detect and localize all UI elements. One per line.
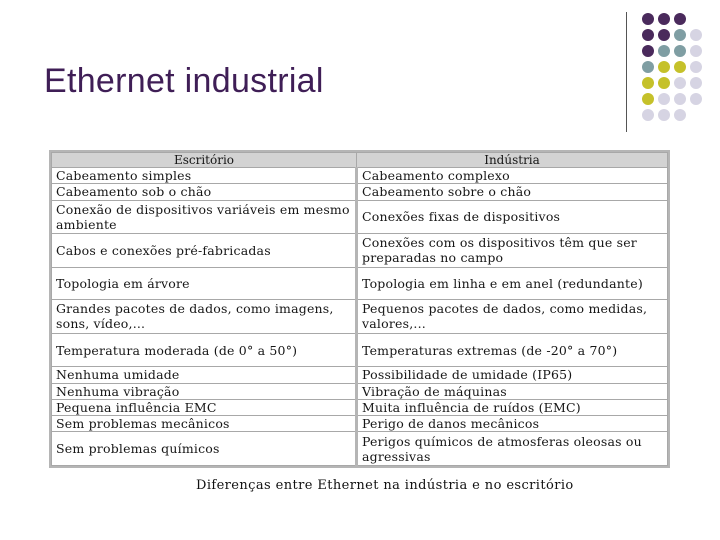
industry-cell: Pequenos pacotes de dados, como medidas, valores,... [357,300,668,334]
decorative-dot [690,45,702,57]
industry-cell: Perigo de danos mecânicos [357,416,668,432]
vertical-divider-line [626,12,627,132]
office-cell: Cabos e conexões pré-fabricadas [52,234,357,268]
office-cell: Cabeamento simples [52,168,357,184]
industry-cell: Conexões fixas de dispositivos [357,200,668,234]
decorative-dot [658,45,670,57]
decorative-dot [674,45,686,57]
slide-title: Ethernet industrial [44,62,324,100]
office-cell: Sem problemas químicos [52,432,357,466]
table-row [52,168,668,184]
table-caption: Diferenças entre Ethernet na indústria e no escritório [196,478,574,493]
decorative-dot [674,61,686,73]
table-row [52,300,668,334]
table-row [52,184,668,200]
decorative-dot [658,61,670,73]
header-industry: Indústria [357,153,668,168]
decorative-dot [642,93,654,105]
decorative-dot [674,29,686,41]
office-cell: Cabeamento sob o chão [52,184,357,200]
industry-cell: Topologia em linha e em anel (redundante) [357,267,668,300]
decorative-dot [642,13,654,25]
decorative-dot [690,61,702,73]
office-cell: Topologia em árvore [52,267,357,300]
decorative-dot [642,61,654,73]
decorative-dot [642,109,654,121]
decorative-dot [658,109,670,121]
office-cell: Grandes pacotes de dados, como imagens, sons, vídeo,... [52,300,357,334]
industry-cell: Possibilidade de umidade (IP65) [357,367,668,383]
comparison-table [49,150,670,468]
table-row [52,416,668,432]
office-cell: Sem problemas mecânicos [52,416,357,432]
decorative-dot [674,77,686,89]
table-row [52,367,668,383]
industry-cell: Temperaturas extremas (de -20° a 70°) [357,333,668,367]
industry-cell: Cabeamento sobre o chão [357,184,668,200]
table-row [52,234,668,268]
header-office: Escritório [52,153,357,168]
office-cell: Temperatura moderada (de 0° a 50°) [52,333,357,367]
decorative-dot [642,29,654,41]
table-row [52,432,668,466]
decorative-dot [674,13,686,25]
table-row [52,383,668,399]
decorative-dot [690,93,702,105]
decorative-dot [642,45,654,57]
industry-cell: Muita influência de ruídos (EMC) [357,399,668,415]
decorative-dot [642,77,654,89]
table-row [52,267,668,300]
office-cell: Nenhuma vibração [52,383,357,399]
office-cell: Conexão de dispositivos variáveis em mesmo ambiente [52,200,357,234]
office-cell: Pequena influência EMC [52,399,357,415]
industry-cell: Perigos químicos de atmosferas oleosas ou agressivas [357,432,668,466]
table-row [52,200,668,234]
table-header-row [52,153,668,168]
industry-cell: Cabeamento complexo [357,168,668,184]
decorative-dot [674,93,686,105]
decorative-dot [658,77,670,89]
decorative-dot [690,29,702,41]
decorative-dot [658,93,670,105]
decorative-dot [658,29,670,41]
decorative-dot [658,13,670,25]
decorative-dot [674,109,686,121]
office-cell: Nenhuma umidade [52,367,357,383]
decorative-dot [690,77,702,89]
industry-cell: Vibração de máquinas [357,383,668,399]
industry-cell: Conexões com os dispositivos têm que ser preparadas no campo [357,234,668,268]
table-row [52,399,668,415]
table-row [52,333,668,367]
